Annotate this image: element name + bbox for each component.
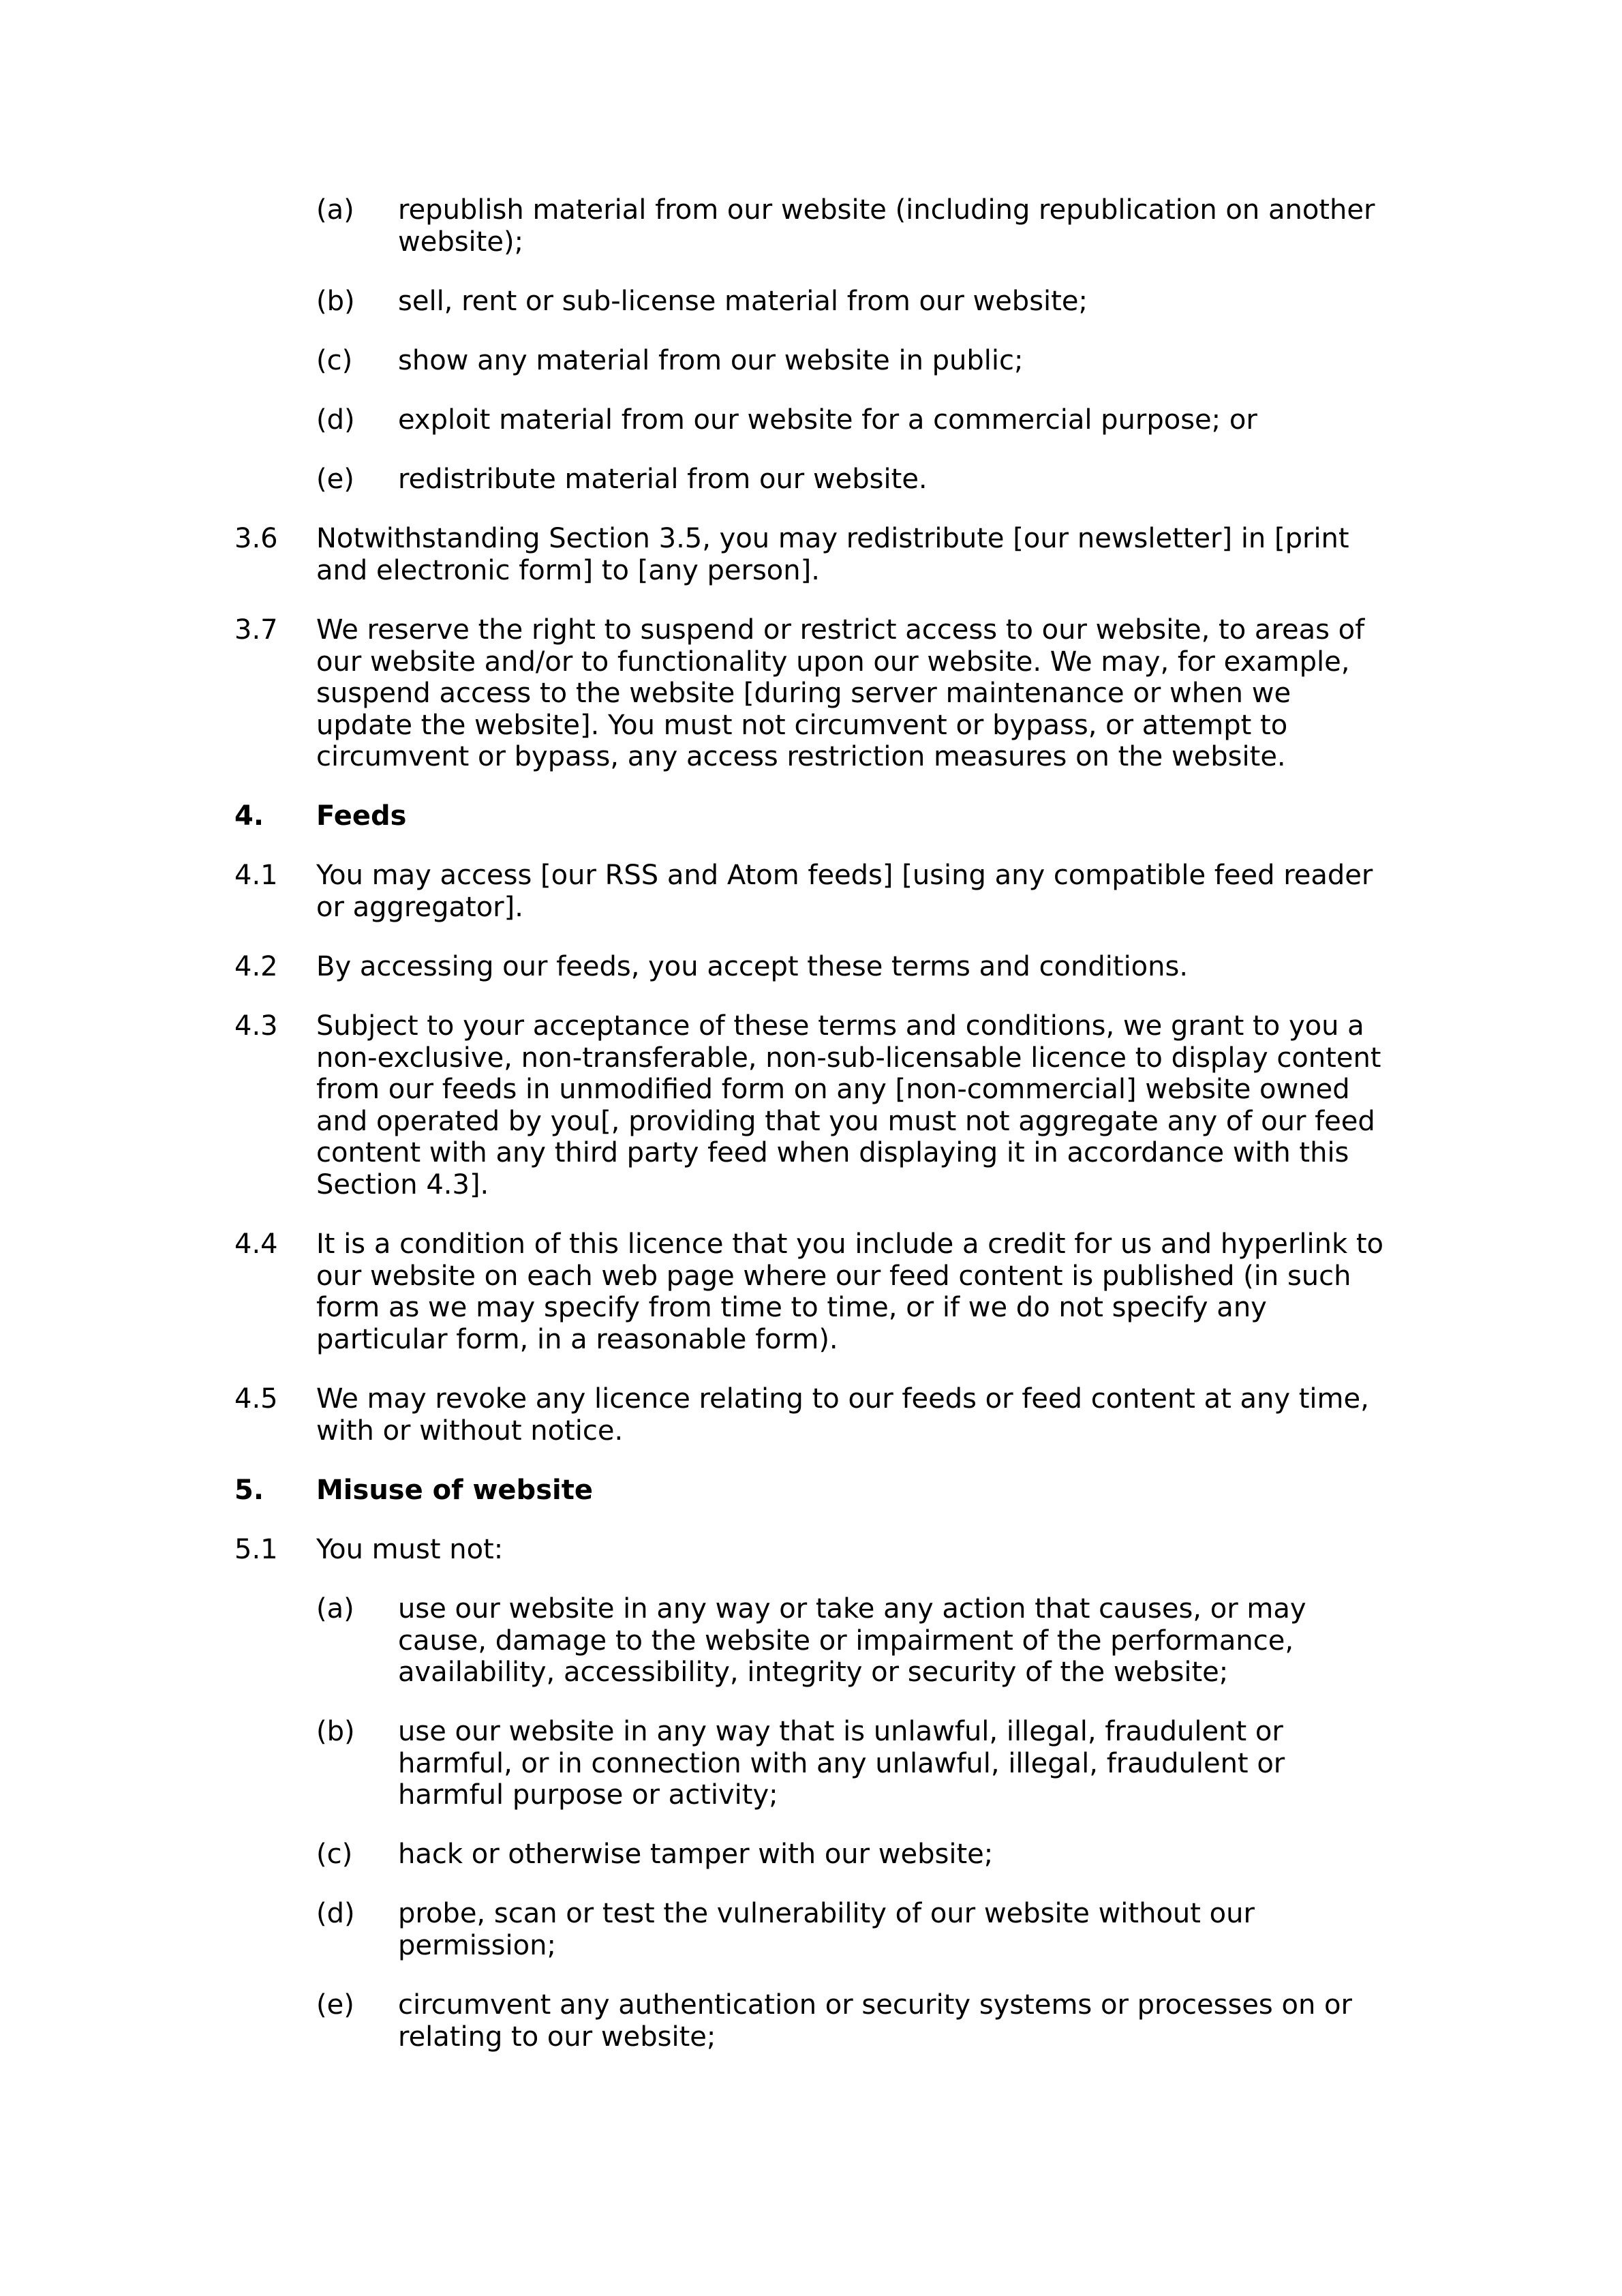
list-item-3-5-e	[316, 464, 1393, 496]
list-item-label: (d)	[316, 1898, 355, 1929]
clause-text: It is a condition of this licence that you include a credit for us and hyperlink to our website on each web page where our feed content is published (in such form as we may specify from time to time, or if we do not specify any particular form, in a reasonable form).	[316, 1228, 1383, 1355]
clause-text: We reserve the right to suspend or restrict access to our website, to areas of our website and/or to functionality upon our website. We may, for example, suspend access to the website [during server maintenance or when we update the website]. You must not circumvent or bypass, or attempt to circumvent or bypass, any access restriction measures on the website.	[316, 614, 1365, 772]
clause-text: You may access [our RSS and Atom feeds] [using any compatible feed reader or aggregator].	[316, 860, 1373, 923]
clause-number: 3.7	[234, 614, 278, 646]
clause-3-7	[234, 614, 1393, 773]
list-item-label: (c)	[316, 345, 353, 376]
list-item-label: (e)	[316, 464, 354, 495]
section-number: 4.	[234, 800, 264, 832]
list-item-5-1-b	[316, 1716, 1393, 1811]
list-item-3-5-b	[316, 286, 1393, 318]
clause-number: 3.6	[234, 523, 278, 554]
list-item-3-5-c	[316, 345, 1393, 377]
list-item-text: redistribute material from our website.	[398, 464, 928, 495]
section-heading-5	[234, 1475, 1393, 1507]
list-item-text: exploit material from our website for a commercial purpose; or	[398, 404, 1257, 436]
list-item-label: (d)	[316, 404, 355, 436]
list-item-text: hack or otherwise tamper with our website;	[398, 1839, 994, 1870]
list-item-label: (a)	[316, 1593, 354, 1625]
list-item-label: (e)	[316, 1989, 354, 2021]
clause-number: 4.5	[234, 1383, 278, 1415]
section-number: 5.	[234, 1475, 264, 1506]
clause-text: By accessing our feeds, you accept these terms and conditions.	[316, 951, 1189, 982]
clause-3-6	[234, 523, 1393, 586]
clause-text: Notwithstanding Section 3.5, you may redistribute [our newsletter] in [print and electronic form] to [any person].	[316, 523, 1349, 586]
clause-text: Subject to your acceptance of these terms and conditions, we grant to you a non-exclusive, non-transferable, non-sub-licensable licence to display content from our feeds in unmodified form on any [non-commercial] website owned and operated by you[, providing that you must not aggregate any of our feed content with any third party feed when displaying it in accordance with this Section 4.3].	[316, 1010, 1381, 1200]
list-item-label: (b)	[316, 286, 355, 317]
list-item-text: probe, scan or test the vulnerability of our website without our permission;	[398, 1898, 1255, 1961]
clause-4-1	[234, 860, 1393, 923]
list-item-text: circumvent any authentication or security systems or processes on or relating to our website;	[398, 1989, 1352, 2053]
list-item-5-1-c	[316, 1839, 1393, 1871]
clause-4-2	[234, 951, 1393, 983]
list-item-3-5-d	[316, 404, 1393, 436]
clause-text: You must not:	[316, 1534, 504, 1565]
clause-number: 4.2	[234, 951, 278, 982]
section-title: Feeds	[316, 800, 407, 832]
clause-4-4	[234, 1228, 1393, 1355]
clause-5-1	[234, 1534, 1393, 1566]
list-item-label: (a)	[316, 194, 354, 226]
list-item-text: sell, rent or sub-license material from our website;	[398, 286, 1088, 317]
list-item-label: (b)	[316, 1716, 355, 1747]
list-item-text: use our website in any way or take any action that causes, or may cause, damage to the website or impairment of the performance, availability, accessibility, integrity or security of the website;	[398, 1593, 1306, 1688]
list-item-5-1-a	[316, 1593, 1393, 1689]
list-item-5-1-d	[316, 1898, 1393, 1961]
clause-number: 4.3	[234, 1010, 278, 1042]
list-item-label: (c)	[316, 1839, 353, 1870]
list-item-text: show any material from our website in public;	[398, 345, 1024, 376]
clause-number: 4.1	[234, 860, 278, 891]
clause-number: 5.1	[234, 1534, 278, 1565]
list-item-text: use our website in any way that is unlawful, illegal, fraudulent or harmful, or in connection with any unlawful, illegal, fraudulent or harmful purpose or activity;	[398, 1716, 1285, 1811]
section-title: Misuse of website	[316, 1475, 593, 1506]
list-item-5-1-e	[316, 1989, 1393, 2053]
clause-4-3	[234, 1010, 1393, 1200]
list-item-3-5-a	[316, 194, 1393, 258]
section-heading-4	[234, 800, 1393, 832]
clause-text: We may revoke any licence relating to our feeds or feed content at any time, with or without notice.	[316, 1383, 1369, 1447]
clause-number: 4.4	[234, 1228, 278, 1260]
clause-4-5	[234, 1383, 1393, 1447]
list-item-text: republish material from our website (including republication on another website);	[398, 194, 1375, 258]
